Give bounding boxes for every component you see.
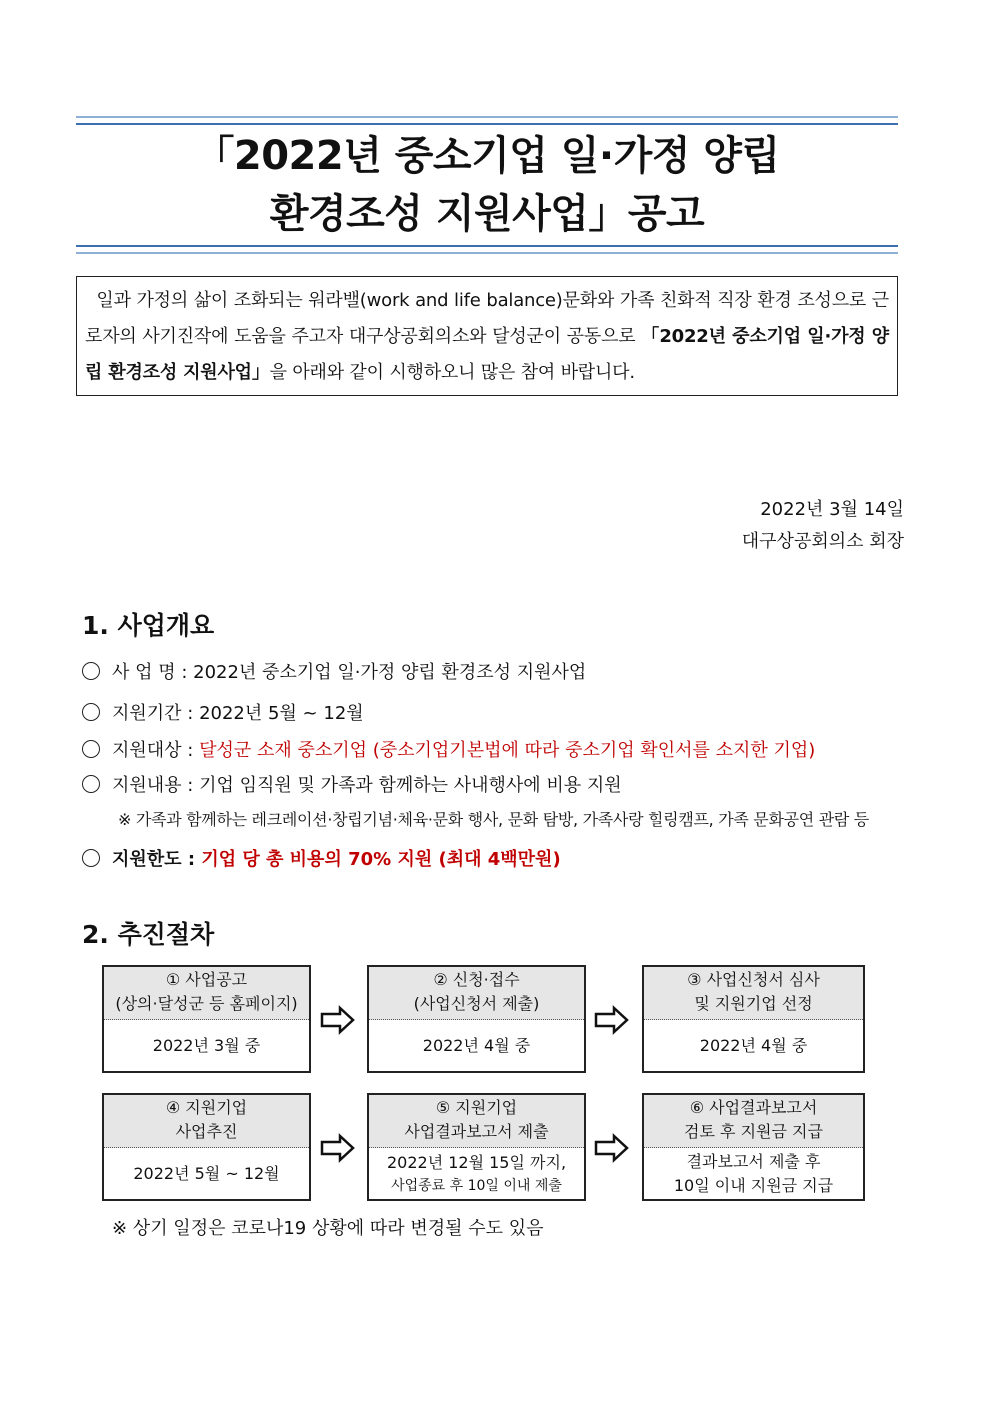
step-head [104, 1095, 309, 1148]
step-head [644, 1095, 863, 1148]
step-body [104, 1148, 309, 1200]
step-title: ① 사업공고 [165, 970, 248, 989]
overview-value: 달성군 소재 중소기업 (중소기업기본법에 따라 중소기업 확인서를 소지한 기업) [199, 740, 816, 761]
arrow-right-icon [320, 1133, 356, 1163]
title-line-1: 「2022년 중소기업 일·가정 양립 [194, 133, 780, 179]
overview-value: 기업 임직원 및 가족과 함께하는 사내행사에 비용 지원 [199, 775, 622, 796]
step-body [644, 1148, 863, 1200]
circle-bullet-icon [82, 740, 100, 758]
circle-bullet-icon [82, 703, 100, 721]
step-body [369, 1020, 584, 1072]
title-top-rule [76, 116, 898, 125]
step-title: ② 신청·접수 [433, 970, 520, 989]
page-title [76, 125, 898, 245]
announce-date: 2022년 3월 14일 [760, 499, 904, 520]
arrow-right-icon [594, 1005, 630, 1035]
step-title: ⑥ 사업결과보고서 [689, 1098, 818, 1117]
overview-label: 지원내용 : [112, 775, 194, 796]
arrow-right-icon [594, 1133, 630, 1163]
schedule-footnote: ※ 상기 일정은 코로나19 상황에 따라 변경될 수도 있음 [112, 1218, 544, 1239]
intro-text-after: 을 아래와 같이 시행하오니 많은 참여 바랍니다. [269, 362, 635, 383]
overview-row-content [82, 771, 622, 797]
date-block [742, 494, 904, 558]
step-box-1 [102, 965, 311, 1073]
step-period: 2022년 3월 중 [152, 1036, 261, 1055]
step-box-4 [102, 1093, 311, 1201]
step-box-5 [367, 1093, 586, 1201]
circle-bullet-icon [82, 775, 100, 793]
step-title: ④ 지원기업 [165, 1098, 248, 1117]
step-period: 2022년 12월 15일 까지, [386, 1153, 567, 1172]
step-subtitle: 사업결과보고서 제출 [404, 1122, 549, 1141]
overview-value: 기업 당 총 비용의 70% 지원 (최대 4백만원) [201, 849, 561, 870]
overview-value: 2022년 5월 ~ 12월 [199, 703, 364, 724]
step-head [104, 967, 309, 1020]
circle-bullet-icon [82, 849, 100, 867]
step-box-2 [367, 965, 586, 1073]
overview-row-limit [82, 845, 561, 871]
step-box-6 [642, 1093, 865, 1201]
issuer: 대구상공회의소 회장 [741, 531, 904, 552]
title-block [76, 116, 898, 254]
step-period-note: 10일 이내 지원금 지급 [673, 1176, 834, 1195]
step-box-3 [642, 965, 865, 1073]
step-title: ③ 사업신청서 심사 [687, 970, 820, 989]
overview-label: 지원기간 : [112, 703, 194, 724]
overview-row-target [82, 736, 815, 762]
step-title: ⑤ 지원기업 [435, 1098, 518, 1117]
step-subtitle: 및 지원기업 선정 [694, 994, 813, 1013]
arrow-right-icon [320, 1005, 356, 1035]
step-subtitle: 검토 후 지원금 지급 [684, 1122, 823, 1141]
overview-row-name [82, 658, 586, 684]
step-subtitle: 사업추진 [175, 1122, 238, 1141]
overview-note: ※ 가족과 함께하는 레크레이션·창립기념·체육·문화 행사, 문화 탐방, 가족사랑 힐링캠프, 가족 문화공연 관람 등 [118, 810, 869, 829]
step-body [644, 1020, 863, 1072]
intro-text-bold: 「2022년 중소기업 일·가정 양립 환경조성 지원사업」 [85, 326, 889, 383]
intro-text-before: 일과 가정의 삶이 조화되는 워라밸(work and life balance)문화와 가족 친화적 직장 환경 조성으로 근로자의 사기진작에 도움을 주고자 대구상공회의소와 달성군이 공동으로 [85, 290, 889, 347]
step-body [369, 1148, 584, 1200]
overview-value: 2022년 중소기업 일·가정 양립 환경조성 지원사업 [193, 662, 587, 683]
step-head [369, 1095, 584, 1148]
section-1-heading: 1. 사업개요 [82, 611, 215, 640]
step-period: 결과보고서 제출 후 [686, 1152, 821, 1171]
section-2-heading: 2. 추진절차 [82, 920, 215, 949]
overview-label: 지원대상 : [112, 740, 194, 761]
step-subtitle: (상의·달성군 등 홈페이지) [115, 994, 298, 1013]
overview-label: 사 업 명 : [112, 662, 188, 683]
step-period: 2022년 4월 중 [699, 1036, 808, 1055]
title-bottom-rule [76, 245, 898, 254]
step-period: 2022년 5월 ~ 12월 [133, 1164, 280, 1183]
step-head [644, 967, 863, 1020]
circle-bullet-icon [82, 662, 100, 680]
step-subtitle: (사업신청서 제출) [413, 994, 540, 1013]
overview-row-period [82, 699, 364, 725]
step-period-note: 사업종료 후 10일 이내 제출 [391, 1178, 562, 1194]
step-head [369, 967, 584, 1020]
intro-box [76, 276, 898, 396]
step-period: 2022년 4월 중 [422, 1036, 531, 1055]
step-body [104, 1020, 309, 1072]
overview-label: 지원한도 : [112, 849, 196, 870]
title-line-2: 환경조성 지원사업」공고 [269, 191, 705, 237]
